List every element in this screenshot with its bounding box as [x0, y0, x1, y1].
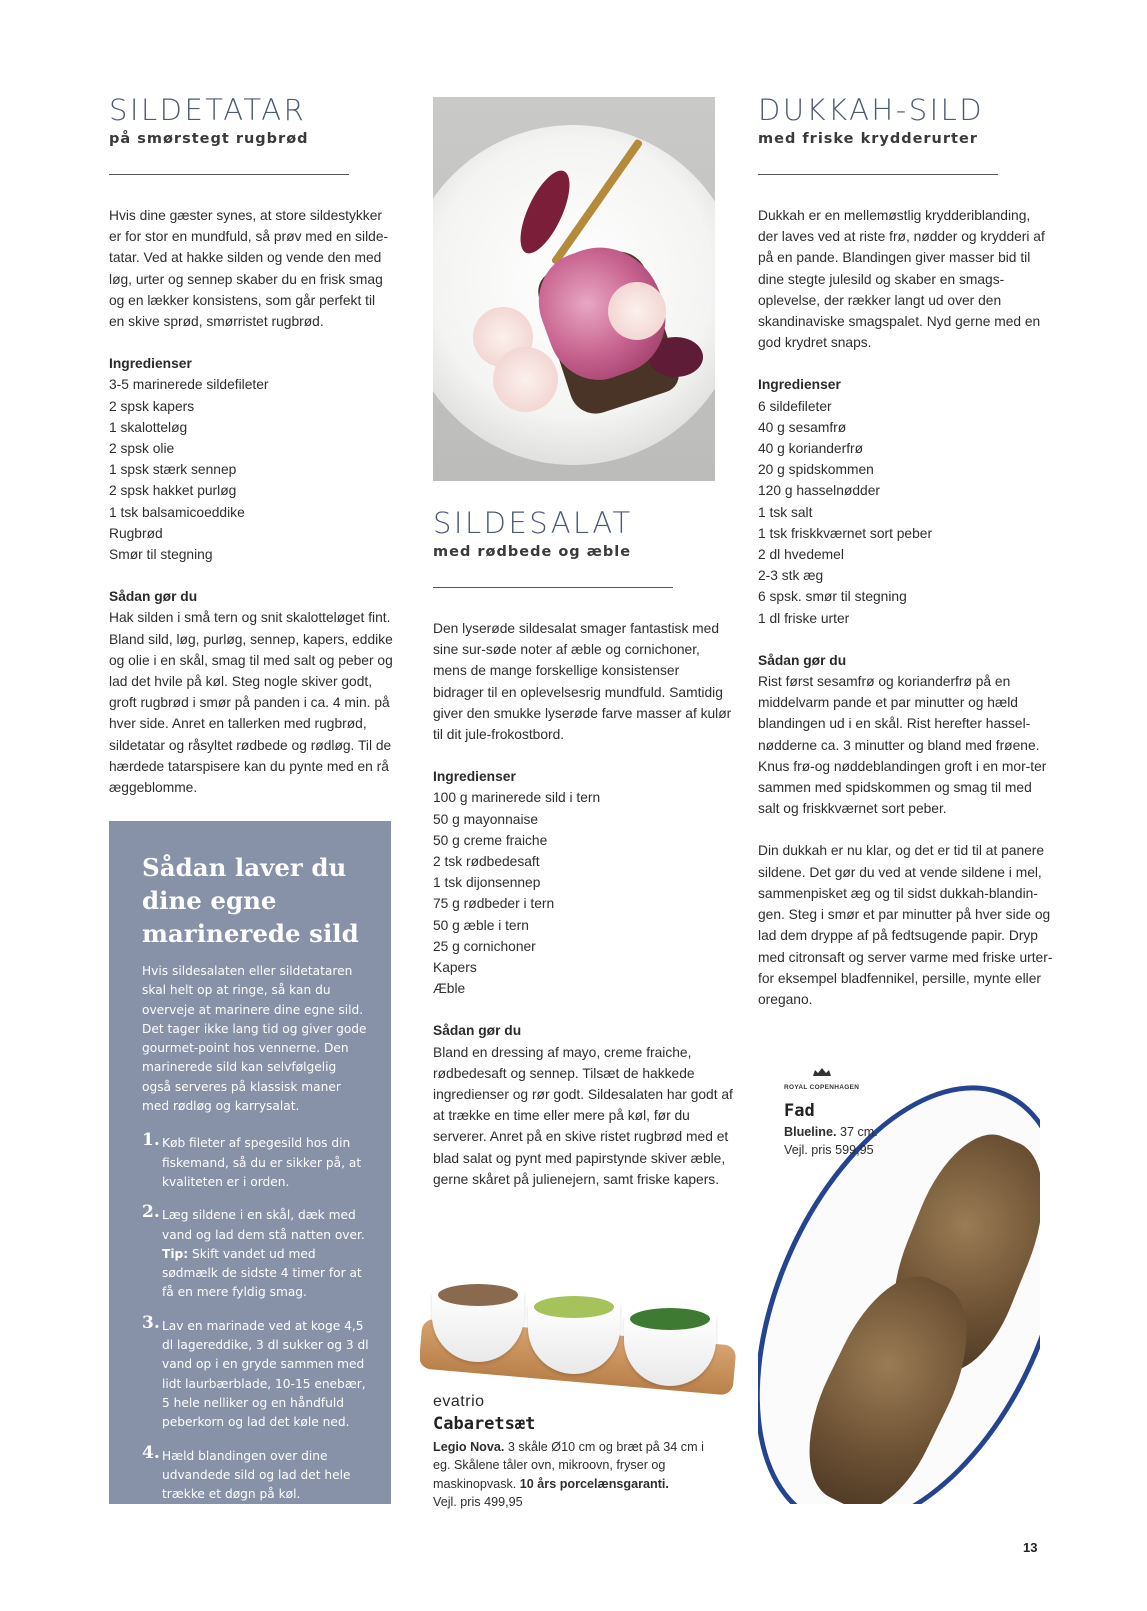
- recipe-sildesalat: [433, 505, 733, 1190]
- ingredients-list: [758, 396, 1053, 629]
- product-name: Cabaretsæt: [433, 1414, 536, 1434]
- divider: [758, 174, 998, 175]
- ingredient: 2 spsk kapers: [109, 398, 195, 414]
- brand-part: trio: [460, 1393, 485, 1410]
- recipe-title: SILDESALAT: [433, 506, 633, 540]
- step: [142, 1130, 373, 1192]
- step: [142, 1202, 373, 1302]
- method-heading: Sådan gør du: [109, 589, 198, 605]
- ingredient: 6 spsk. smør til stegning: [758, 589, 907, 605]
- ingredient: 20 g spidskommen: [758, 462, 874, 478]
- method-text: Rist først sesamfrø og korianderfrø på en middelvarm pande et par minutter og hæld blandingen ud i en skål. Rist herefter hassel-nødderne ca. 3 minutter og bland med frøene. Knus frø-og nøddeblandingen groft i en mor-ter sammen med spidskommen og smag til med salt og friskkværnet sort peber.: [758, 674, 1047, 817]
- ingredients-heading: Ingredienser: [758, 377, 841, 393]
- ingredient: 1 tsk dijonsennep: [433, 875, 541, 891]
- divider: [109, 174, 349, 175]
- recipe-subtitle: med friske krydderurter: [758, 131, 978, 147]
- method-text: Hak silden i små tern og snit skalotteløget fint. Bland sild, løg, purløg, sennep, kapers, eddike og olie i en skål, smag til med salt og peber og lad det hvile på køl. Steg nogle skiver godt, groft rugbrød i smør på panden i ca. 4 min. på hver side. Anret en tallerken med rugbrød, sildetatar og råsyltet rødbede og rødløg. Til de hærdede tatarspisere kan du pynte med en rå æggeblomme.: [109, 610, 393, 796]
- recipe-subtitle: på smørstegt rugbrød: [109, 131, 309, 147]
- sildesalat-photo: [433, 97, 715, 481]
- box-intro: Hvis sildesalaten eller sildetataren skal helt op at ringe, så kan du overveje at marinere dine egne sild. Det tager ikke lang tid og giver gode gourmet-point hos vennerne. Den marinerede sild kan selvfølgelig også serveres på klassisk maner med rødløg og karrysalat.: [142, 964, 367, 1114]
- ingredient: Rugbrød: [109, 525, 163, 541]
- recipe-title: DUKKAH-SILD: [758, 93, 985, 127]
- nuts: [438, 1284, 518, 1306]
- page-number: 13: [1023, 1540, 1038, 1555]
- ingredient: 40 g korianderfrø: [758, 441, 864, 457]
- greens: [630, 1308, 710, 1330]
- step-number: 2.: [142, 1202, 160, 1223]
- product-price: Vejl. pris 499,95: [433, 1495, 523, 1510]
- ingredients-heading: Ingredienser: [109, 356, 192, 372]
- marinade-info-box: [109, 821, 391, 1504]
- product-details: 37 cm.: [836, 1125, 878, 1139]
- method-heading: Sådan gør du: [433, 1023, 522, 1039]
- ingredient: 50 g mayonnaise: [433, 811, 539, 827]
- ingredients-heading: Ingredienser: [433, 769, 516, 785]
- steps-list: [142, 1130, 373, 1504]
- step-text: Køb fileter af spegesild hos din fiskemand, så du er sikker på, at kvaliteten er i orden.: [162, 1136, 362, 1189]
- apple-slice: [493, 347, 558, 412]
- recipe-intro: Dukkah er en mellemøstlig krydderiblanding, der laves ved at riste frø, nødder og krydderi af på en pande. Blandingen giver masser bid til dine stegte julesild og skaber en smags-oplevelse, der rækker langt ud over den skandinaviske smagspalet. Nyd gerne med en god krydret snaps.: [758, 208, 1045, 351]
- brand-logo: ROYAL COPENHAGEN: [784, 1084, 860, 1091]
- step-text: Hæld blandingen over dine udvandede sild og lad det hele trække et døgn på køl.: [162, 1448, 351, 1502]
- method-text: Bland en dressing af mayo, creme fraiche, rødbedesaft og sennep. Tilsæt de hakkede ingredienser og rør godt. Sildesalaten har godt af at trække en time eller mere på køl, før du serverer. Anret på en skive ristet rugbrød med et blad salat og pynt med papirstynde skiver æble, gerne skåret på julienejern, samt friske kapers.: [433, 1044, 733, 1187]
- tip-label: Tip:: [162, 1246, 189, 1261]
- ingredient: 2 dl hvedemel: [758, 547, 844, 563]
- apple-slice: [608, 282, 666, 340]
- step-number: 4.: [142, 1442, 160, 1463]
- divider: [433, 587, 673, 588]
- product-cabaretsaet: [433, 1393, 723, 1512]
- ingredient: Smør til stegning: [109, 547, 213, 563]
- ingredient: 120 g hasselnødder: [758, 483, 880, 499]
- ingredient: 40 g sesamfrø: [758, 419, 847, 435]
- recipe-intro: Den lyserøde sildesalat smager fantastisk med sine sur-søde noter af æble og cornichoner, mens de mange forskellige konsistenser bidrager til en oplevelsesrig mundfuld. Samtidig giver den smukke lyserøde farve masser af kulør til dit jule-frokostbord.: [433, 621, 732, 743]
- box-title: Sådan laver du dine egne marinerede sild: [142, 853, 359, 948]
- step-number: 3.: [142, 1312, 160, 1333]
- ingredient: 50 g creme fraiche: [433, 832, 548, 848]
- product-name: Fad: [784, 1101, 815, 1121]
- ingredient: 100 g marinerede sild i tern: [433, 790, 601, 806]
- product-line: Blueline.: [784, 1125, 837, 1139]
- ingredient: 1 tsk friskkværnet sort peber: [758, 525, 933, 541]
- ingredient: Kapers: [433, 960, 477, 976]
- step-number: 1.: [142, 1130, 160, 1151]
- tip-text: Skift vandet ud med sødmælk de sidste 4 timer for at få en mere fyldig smag.: [162, 1246, 362, 1300]
- product-description: [433, 1438, 723, 1493]
- cabaret-set-photo: [420, 1280, 745, 1395]
- ingredient: 1 dl friske urter: [758, 610, 850, 626]
- step-text: Lav en marinade ved at koge 4,5 dl lagereddike, 3 dl sukker og 3 dl vand op i en gryde sammen med lidt laurbærblade, 10-15 enebær, 5 hele nelliker og en håndfuld peberkorn og lad det køle ned.: [162, 1318, 369, 1430]
- ingredient: 2 tsk rødbedesaft: [433, 854, 540, 870]
- ingredient: 2 spsk hakket purløg: [109, 483, 237, 499]
- guarantee: 10 års porcelænsgaranti.: [519, 1476, 669, 1491]
- ingredient: Æble: [433, 981, 466, 997]
- limes: [534, 1296, 614, 1318]
- ingredient: 1 spsk stærk sennep: [109, 462, 237, 478]
- product-description: [784, 1123, 924, 1141]
- step-text: Læg sildene i en skål, dæk med vand og lad dem stå natten over.: [162, 1208, 365, 1242]
- ingredients-list: [109, 374, 394, 565]
- ingredients-list: [433, 787, 733, 999]
- ingredient: 1 tsk salt: [758, 504, 813, 520]
- ingredient: 1 skalotteløg: [109, 419, 188, 435]
- crown-icon: [812, 1067, 832, 1077]
- ingredient: 50 g æble i tern: [433, 917, 529, 933]
- step: [142, 1442, 373, 1505]
- ingredient: 25 g cornichoner: [433, 938, 536, 954]
- ingredient: 6 sildefileter: [758, 398, 832, 414]
- step: [142, 1312, 373, 1433]
- method-text: Din dukkah er nu klar, og det er tid til at panere sildene. Det gør du ved at vende sildene i mel, sammenpisket æg og til sidst dukkah-blandin-gen. Steg i smør et par minutter på hver side og lad dem dryppe af på fedtsugende papir. Dryp med citronsaft og server varme med friske urter- for eksempel bladfennikel, persille, mynte eller oregano.: [758, 843, 1053, 1007]
- recipe-title: SILDETATAR: [109, 93, 307, 127]
- brand-part: eva: [433, 1393, 461, 1410]
- recipe-intro: Hvis dine gæster synes, at store sildestykker er for stor en mundfuld, så prøv med en silde-tatar. Ved at hakke silden og vende den med løg, urter og sennep skaber du en frisk smag og en lækker konsistens, som går perfekt til en skive sprød, smørristet rugbrød.: [109, 208, 389, 330]
- ingredient: 2-3 stk æg: [758, 568, 824, 584]
- recipe-dukkah-sild: [758, 92, 1053, 1010]
- ingredient: 75 g rødbeder i tern: [433, 896, 555, 912]
- product-details: 3 skåle Ø10 cm og bræt på 34 cm i eg. Skålene tåler ovn, mikroovn, fryser og maskinopvask.: [433, 1440, 704, 1491]
- product-line: Legio Nova.: [433, 1440, 505, 1454]
- product-price: Vejl. pris 599,95: [784, 1143, 874, 1158]
- ingredient: 3-5 marinerede sildefileter: [109, 377, 269, 393]
- ingredient: 1 tsk balsamicoeddike: [109, 504, 245, 520]
- recipe-sildetatar: [109, 92, 394, 798]
- method-heading: Sådan gør du: [758, 652, 847, 668]
- recipe-subtitle: med rødbede og æble: [433, 544, 632, 560]
- product-fad: [784, 1066, 924, 1160]
- ingredient: 2 spsk olie: [109, 441, 175, 457]
- brand-logo: [433, 1393, 723, 1411]
